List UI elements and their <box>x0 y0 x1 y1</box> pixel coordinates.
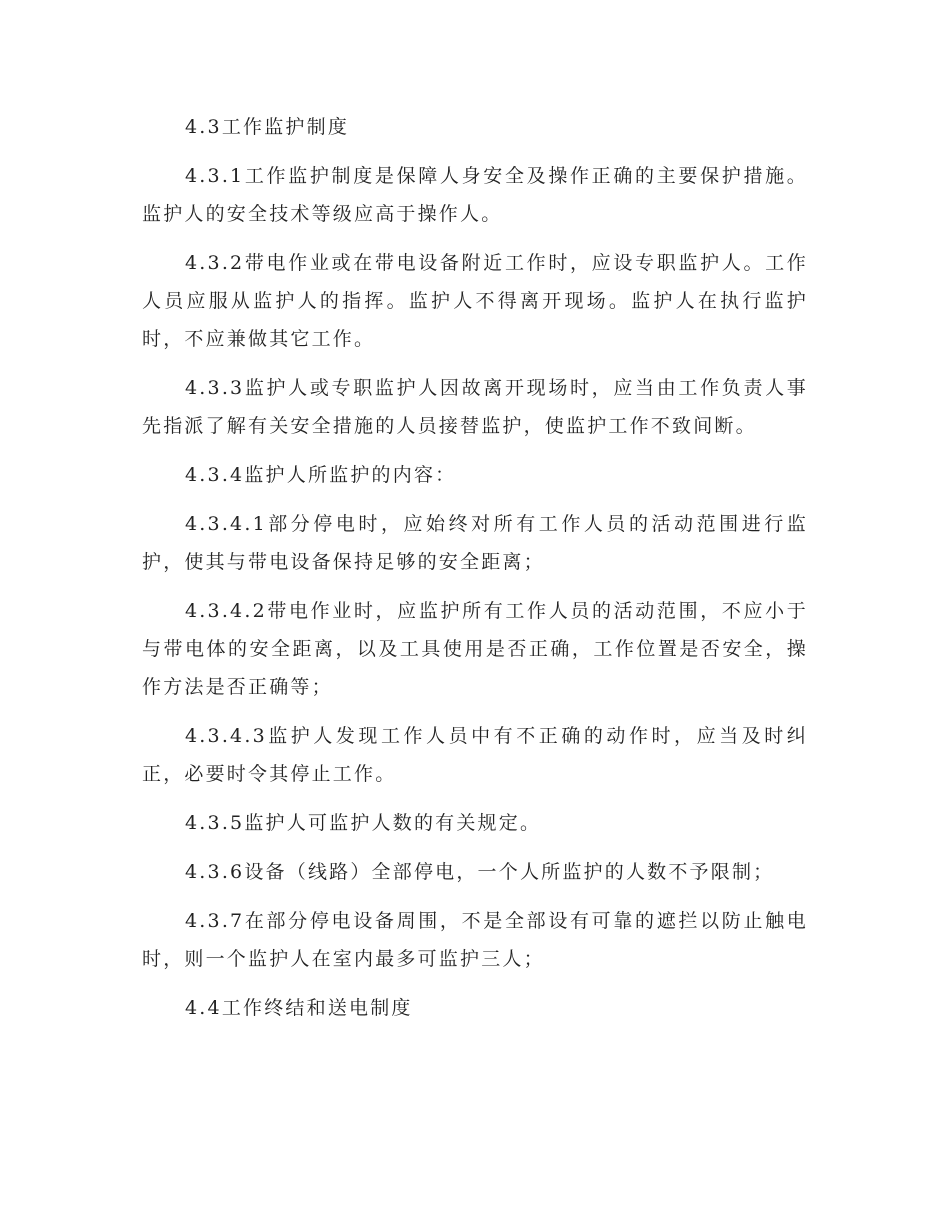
paragraph-4-3-2: 4.3.2带电作业或在带电设备附近工作时，应设专职监护人。工作人员应服从监护人的指挥。监护人不得离开现场。监护人在执行监护时，不应兼做其它工作。 <box>142 252 808 350</box>
paragraph-4-3-4-2: 4.3.4.2带电作业时，应监护所有工作人员的活动范围，不应小于与带电体的安全距离，以及工具使用是否正确，工作位置是否安全，操作方法是否正确等； <box>142 600 808 698</box>
document-body <box>142 108 808 1038</box>
paragraph-4-3-5: 4.3.5监护人可监护人数的有关规定。 <box>185 812 542 834</box>
paragraph-4-3-1: 4.3.1工作监护制度是保障人身安全及操作正确的主要保护措施。监护人的安全技术等级应高于操作人。 <box>142 165 808 225</box>
section-heading-4-3: 4.3工作监护制度 <box>185 116 350 138</box>
paragraph-4-3-4-3: 4.3.4.3监护人发现工作人员中有不正确的动作时，应当及时纠正，必要时令其停止工作。 <box>142 725 808 785</box>
paragraph-4-3-4: 4.3.4监护人所监护的内容： <box>185 464 457 486</box>
paragraph-4-3-3: 4.3.3监护人或专职监护人因故离开现场时，应当由工作负责人事先指派了解有关安全措施的人员接替监护，使监护工作不致间断。 <box>142 377 808 437</box>
paragraph-4-3-7: 4.3.7在部分停电设备周围，不是全部设有可靠的遮拦以防止触电时，则一个监护人在室内最多可监护三人； <box>142 910 808 970</box>
paragraph-4-3-4-1: 4.3.4.1部分停电时，应始终对所有工作人员的活动范围进行监护，使其与带电设备保持足够的安全距离； <box>142 513 808 573</box>
section-heading-4-4: 4.4工作终结和送电制度 <box>185 997 413 1019</box>
paragraph-4-3-6: 4.3.6设备（线路）全部停电，一个人所监护的人数不予限制； <box>185 861 775 883</box>
